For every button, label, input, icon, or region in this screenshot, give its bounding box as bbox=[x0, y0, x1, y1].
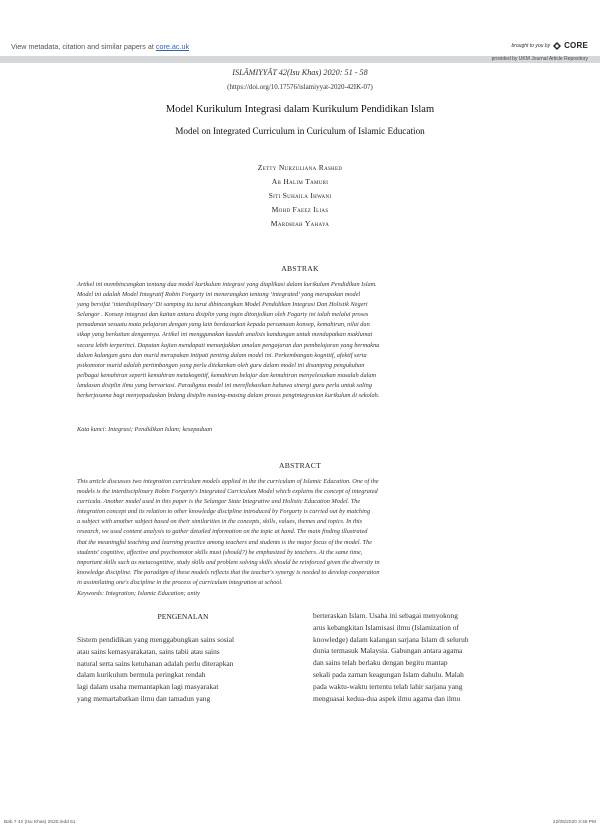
abstrak-line: Artikel ini membincangkan tentang dua model kurikulum integrasi yang diaplikasi dalam kurikulum Pendidikan Islam. bbox=[77, 281, 377, 288]
intro-right-column bbox=[313, 610, 525, 704]
intro-line: sekali pada zaman keagungan Islam dahulu. Malah bbox=[313, 669, 464, 679]
intro-line: lagi dalam usaha memantapkan lagi masyarakat bbox=[77, 682, 219, 692]
brought-by-label: brought to you by bbox=[511, 42, 551, 49]
intro-line: pada waktu-waktu tertentu telah lahir sarjana yang bbox=[313, 681, 463, 691]
author-list bbox=[0, 161, 600, 231]
core-metadata-link[interactable] bbox=[11, 42, 189, 51]
intro-line: Sistem pendidikan yang menggabungkan sains sosial bbox=[77, 635, 235, 644]
intro-line: dunia termasuk Malaysia. Gabungan antara agama bbox=[313, 646, 463, 656]
intro-left-column bbox=[77, 634, 289, 705]
abstrak-line: secara lebih terperinci. Dapatan kajian mendapati menunjukkan amalan pengajaran dan pembelajaran yang bermakna bbox=[77, 341, 380, 349]
intro-line: natural serta sains ketuhanan adalah perlu diterapkan bbox=[77, 658, 234, 668]
provided-by-bar bbox=[0, 56, 600, 63]
kata-kunci: Kata kunci: Integrasi; Pendidikan Islam; kesepaduan bbox=[77, 426, 213, 433]
provided-by-text[interactable]: provided by UKM Journal Article Repository bbox=[491, 56, 588, 62]
abstrak-heading: ABSTRAK bbox=[281, 264, 319, 273]
author-name: Zetty Nurzuliana Rashed bbox=[257, 163, 343, 172]
abstrak-line: berkerjasama bagi menyepaduskan bidang disiplin masing-masing dalam proses pengintegrasian kurikulum di sekolah. bbox=[77, 392, 380, 400]
author-name: Mohd Faeez Ilias bbox=[271, 205, 329, 214]
abstract-line: knowledge discipline. The paradigm of these models reflects that the teacher's synergy is needed to develop cooperation bbox=[77, 568, 380, 576]
core-banner bbox=[0, 0, 600, 64]
abstract-line: in assimilating one's discipline in the process of curriculum integration at school. bbox=[77, 578, 283, 586]
abstrak-line: pelbagai kemahiran seperti kemahiran metakognitif, kemahiran belajar dan kemahiran menyelesaikan masalah dalam bbox=[77, 371, 377, 379]
abstrak-line: sikap yang berkaitan dengannya. Artikel ini menggunakan kaedah analisis kandungan untuk mendapatkan maklumat bbox=[77, 331, 373, 339]
intro-line: arus kebangkitan Islamisasi ilmu (Islamization of bbox=[313, 622, 459, 632]
abstract-line: curricula. Another model used in this paper is the Selangor State Integrative and Holistic Education Model. The bbox=[77, 498, 361, 506]
intro-line: dalam kurikulum bermula peringkat rendah bbox=[77, 670, 206, 680]
doi-link[interactable]: (https://doi.org/10.17576/islamiyyat-2020-42IK-07) bbox=[227, 83, 373, 91]
abstract-line: This article discusses two integration curriculum models applied in the the curriculum of Islamic Education. One of the bbox=[77, 478, 379, 485]
intro-line: knowledge) dalam kalangan sarjana Islam di seluruh bbox=[313, 634, 469, 644]
author-name: Ab Halim Tamuri bbox=[271, 177, 329, 186]
abstrak-line: psikomotor murid adalah pertimbangan yang perlu ditekankan oleh guru dalam model ini disamping pengukuhan bbox=[77, 361, 365, 369]
abstrak-body bbox=[77, 280, 525, 401]
abstrak-line: pemadanan sesuatu mata pelajaran dengan yang lain berdasarkan kepada persamaan konsep, kemahiran, nilai dan bbox=[77, 321, 370, 329]
abstract-line: that the meaningful teaching and learning practice among teachers and students is the major focus of the model. The bbox=[77, 538, 373, 546]
brought-by-core[interactable] bbox=[511, 41, 588, 50]
abstract-line: research, we used content analysis to gather detailed information on the topic at hand. The main finding illustrated bbox=[77, 528, 368, 536]
core-ac-uk-link[interactable]: core.ac.uk bbox=[155, 42, 190, 51]
intro-line: berteraskan Islam. Usaha ini sebagai menyokong bbox=[313, 611, 458, 620]
keywords: Keywords: Integration; Islamic Education; unity bbox=[77, 590, 200, 597]
abstrak-line: landasan disiplin ilmu yang bervariasi. Paradigma model ini mereflekasikan bahawa sinergi guru perlu untuk saling bbox=[77, 381, 372, 389]
author-name: Mardhiah Yahaya bbox=[270, 219, 330, 228]
core-logo-icon bbox=[553, 42, 561, 50]
paper-title-malay: Model Kurikulum Integrasi dalam Kurikulum Pendidikan Islam bbox=[165, 104, 435, 115]
core-link-prefix: View metadata, citation and similar papers at bbox=[11, 42, 156, 51]
abstract-line: integration concept and its relation to other knowledge discipline introduced by Forgarty is carried out by matching bbox=[77, 508, 371, 516]
abstrak-line: Selangor . Konsep integrasi dan kaitan antara disiplin yang ingin ditonjolkan oleh Fogarty ini ialah melalui proses bbox=[77, 311, 369, 319]
abstract-heading: ABSTRACT bbox=[278, 461, 322, 470]
print-slug-left: Bab 7 42 (Isu Khas) 2020.indd 51 bbox=[4, 820, 76, 825]
paper-title-english: Model on Integrated Curriculum in Curiculum of Islamic Education bbox=[175, 126, 425, 136]
print-slug-right: 22/05/2020 3:48 PM bbox=[552, 820, 596, 825]
abstrak-line: dalam kalangan guru dan murid merupakan intipati penting dalam model ini. Perkembangan kognitif, afektif serta bbox=[77, 351, 367, 359]
abstract-body bbox=[77, 477, 525, 588]
intro-line: yang memartabatkan ilmu dan tamadun yang bbox=[77, 693, 211, 703]
intro-line: atau sains kemasyarakatan, sains tabii atau sains bbox=[77, 646, 220, 656]
abstract-line: models is the interdisciplinary Robin Forgarty's Integrated Curriculum Model which explains the concept of integrated bbox=[77, 488, 378, 496]
journal-citation: ISLĀMIYYĀT 42(Isu Khas) 2020: 51 - 58 bbox=[232, 68, 368, 77]
core-logo-text: CORE bbox=[564, 41, 588, 50]
intro-line: dan sains telah berlaku dengan begitu mantap bbox=[313, 658, 448, 668]
intro-line: menguasai kedua-dua aspek ilmu agama dan ilmu bbox=[313, 693, 461, 703]
author-name: Siti Suhaila Ihwani bbox=[268, 191, 332, 200]
abstrak-line: Model ini adalah Model Integratif Robin Forgarty ini menerangkan tentang ‘integrated’ yang merupakan model bbox=[77, 291, 361, 299]
abstract-line: students' cognitive, affective and psychomotor skills must (should?) be emphasized by teachers. At the same time, bbox=[77, 548, 363, 556]
pengenalan-heading: PENGENALAN bbox=[157, 612, 209, 621]
abstract-line: important skills such as metacognitive, study skills and problem solving skills should be reinforced given the diversity in bbox=[77, 558, 380, 566]
abstract-line: a subject with another subject based on their similarities in the concepts, skills, values, themes and topics. In this bbox=[77, 518, 363, 526]
abstrak-line: yang bersifat ‘interdisiplinary’ Di samping itu turut dibincangkan Model Pendidikan Integrasi Dan Holistik Negeri bbox=[77, 301, 368, 309]
